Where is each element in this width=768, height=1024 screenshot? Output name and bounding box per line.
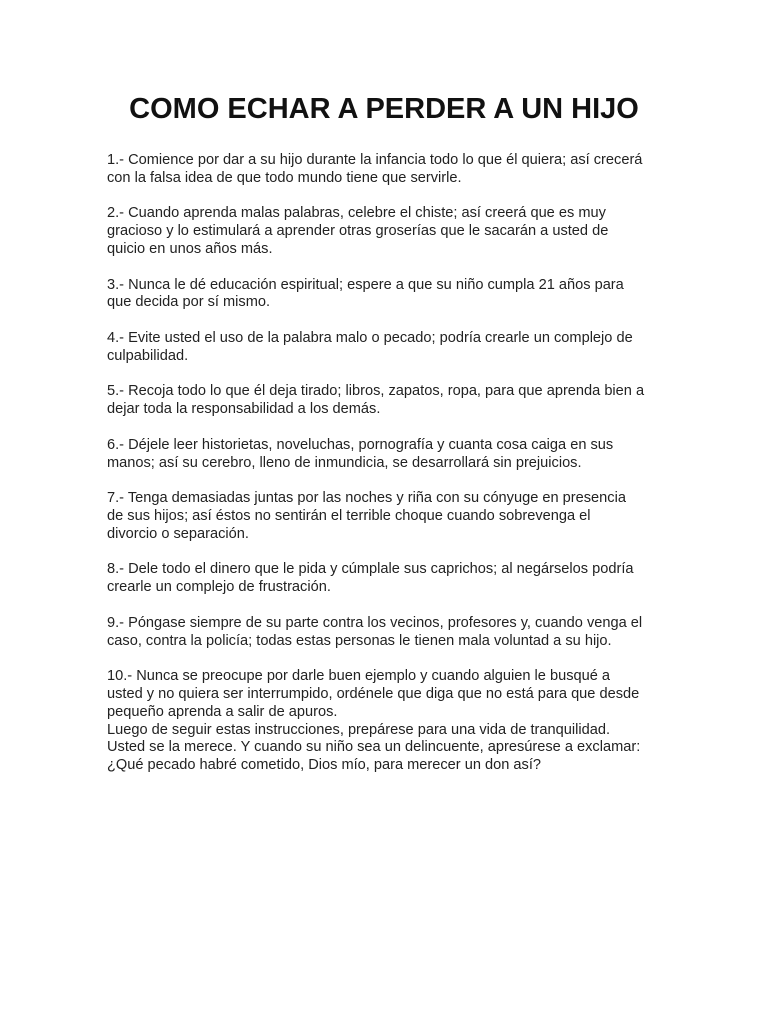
list-item [107,668,667,775]
list-item-line: 1.- Comience por dar a su hijo durante la infancia todo lo que él quiera; así crecerá [107,152,643,168]
list-item-line: culpabilidad. [107,347,189,364]
list-item-line: 6.- Déjele leer historietas, noveluchas, pornografía y cuanta cosa caiga en sus [107,436,614,453]
list-item-line: 10.- Nunca se preocupe por darle buen ejemplo y cuando alguien le busqué a [107,668,611,685]
list-item-line: quicio en unos años más. [107,240,273,257]
list-item-line: 2.- Cuando aprenda malas palabras, celebre el chiste; así creerá que es muy [107,205,606,222]
list-item [107,277,667,313]
list-item-line: crearle un complejo de frustración. [107,579,331,596]
list-item-line: divorcio o separación. [107,525,249,542]
list-item [107,330,667,366]
list-item-line: de sus hijos; así éstos no sentirán el terrible choque cuando sobrevenga el [107,507,591,524]
list-item-line: 9.- Póngase siempre de su parte contra los vecinos, profesores y, cuando venga el [107,614,643,631]
list-item-line: 5.- Recoja todo lo que él deja tirado; libros, zapatos, ropa, para que aprenda bien a [107,383,645,400]
list-item-line: 8.- Dele todo el dinero que le pida y cúmplale sus caprichos; al negárselos podría [107,561,634,578]
list-item-line: 4.- Evite usted el uso de la palabra malo o pecado; podría crearle un complejo de [107,329,633,346]
list-item-line: ¿Qué pecado habré cometido, Dios mío, para merecer un don así? [107,757,541,774]
list-item [107,205,667,258]
list-item-line: dejar toda la responsabilidad a los demás. [107,401,381,418]
list-item [107,437,667,473]
list-item-line: Usted se la merece. Y cuando su niño sea un delincuente, apresúrese a exclamar: [107,739,641,756]
list-item [107,383,667,419]
list-item-line: manos; así su cerebro, lleno de inmundicia, se desarrollará sin prejuicios. [107,454,582,471]
list-item-line: pequeño aprenda a salir de apuros. [107,703,338,720]
list-item [107,561,667,597]
list-item-line: usted y no quiera ser interrumpido, ordénele que diga que no está para que desde [107,685,640,702]
list-item-line: 3.- Nunca le dé educación espiritual; espere a que su niño cumpla 21 años para [107,276,624,293]
page-title: COMO ECHAR A PERDER A UN HIJO [129,93,639,125]
list-item-line: que decida por sí mismo. [107,294,271,311]
list-item-line: Luego de seguir estas instrucciones, prepárese para una vida de tranquilidad. [107,721,610,738]
list-item [107,615,667,651]
list-item-line: gracioso y lo estimulará a aprender otras groserías que le sacarán a usted de [107,223,609,240]
list-item-line: con la falsa idea de que todo mundo tiene que servirle. [107,169,462,186]
list-item-line: 7.- Tenga demasiadas juntas por las noches y riña con su cónyuge en presencia [107,490,626,507]
list-item-line: caso, contra la policía; todas estas personas le tienen mala voluntad a su hijo. [107,632,612,649]
list-item [107,152,667,188]
numbered-list [107,152,667,793]
list-item [107,490,667,543]
